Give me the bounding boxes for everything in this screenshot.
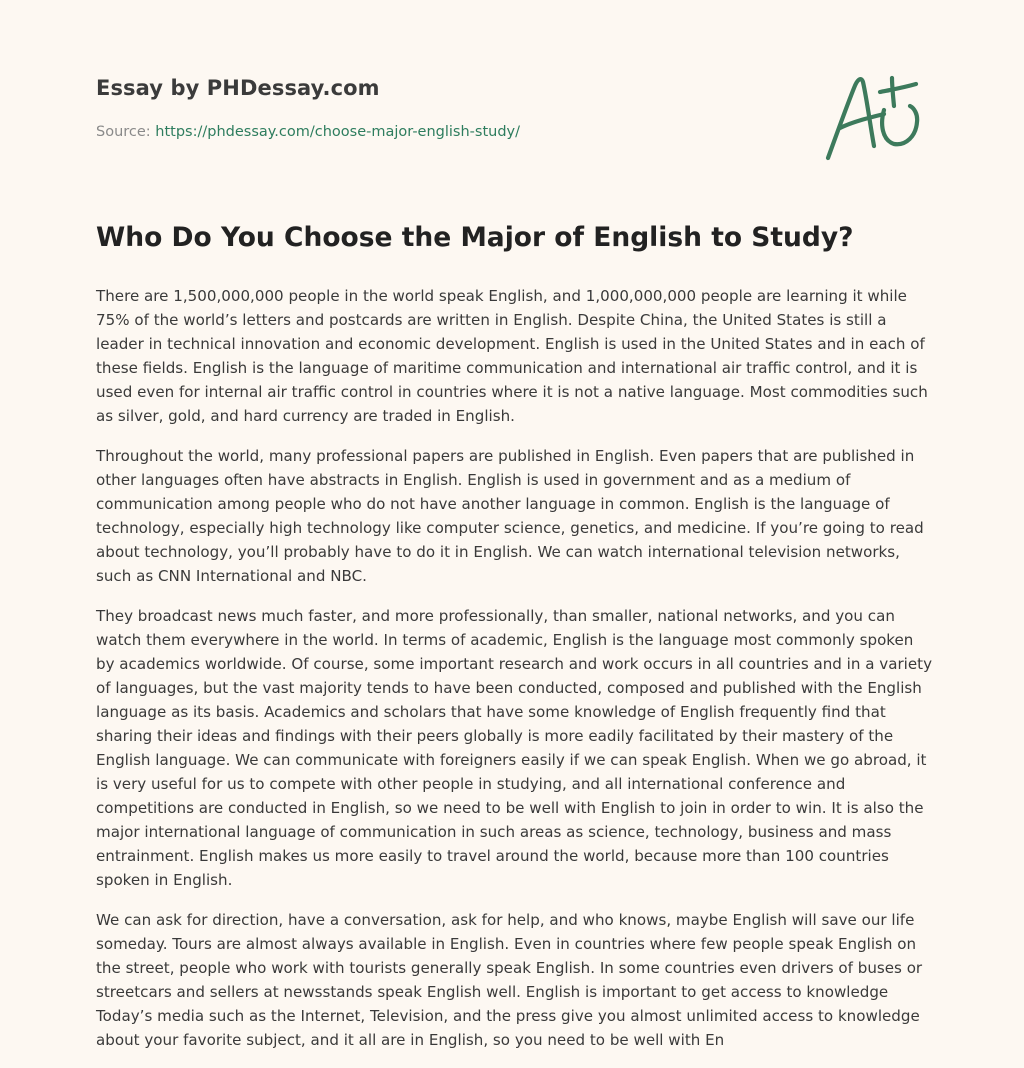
essay-title: Who Do You Choose the Major of English to Study? [96,222,854,253]
essay-paragraph: We can ask for direction, have a conversation, ask for help, and who knows, maybe English will save our life someday. Tours are almost always available in English. Even in countries where few people speak English on the street, people who work with tourists generally speak English. In some countries even drivers of buses or streetcars and sellers at newsstands speak English well. English is important to get access to knowledge Today’s media such as the Internet, Television, and the press give you almost unlimited access to knowledge about your favorite subject, and it all are in English, so you need to be well with En [96,911,923,1049]
essay-paragraph: They broadcast news much faster, and more professionally, than smaller, national networks, and you can watch them everywhere in the world. In terms of academic, English is the language most commonly spoken by academics worldwide. Of course, some important research and work occurs in all countries and in a variety of languages, but the vast majority tends to have been conducted, composed and published with the English language as its basis. Academics and scholars that have some knowledge of English frequently find that sharing their ideas and findings with their peers globally is more eadily facilitated by their mastery of the English language. We can communicate with foreigners easily if we can speak English. When we go abroad, it is very useful for us to compete with other people in studying, and all international conference and competitions are conducted in English, so we need to be well with English to join in order to win. It is also the major international language of communication in such areas as science, technology, business and mass entrainment. English makes us more easily to travel around the world, because more than 100 countries spoken in English. [96,607,933,889]
source-line [96,124,520,140]
essay-paragraph: Throughout the world, many professional papers are published in English. Even papers that are published in other languages often have abstracts in English. English is used in government and as a medium of communication among people who do not have another language in common. English is the language of technology, especially high technology like computer science, genetics, and medicine. If you’re going to read about technology, you’ll probably have to do it in English. We can watch international television networks, such as CNN International and NBC. [96,447,924,585]
source-link[interactable]: https://phdessay.com/choose-major-english-study/ [155,124,520,140]
essay-paragraph: There are 1,500,000,000 people in the world speak English, and 1,000,000,000 people are learning it while 75% of the world’s letters and postcards are written in English. Despite China, the United States is still a leader in technical innovation and economic development. English is used in the United States and in each of these fields. English is the language of maritime communication and international air traffic control, and it is used even for internal air traffic control in countries where it is not a native language. Most commodities such as silver, gold, and hard currency are traded in English. [96,287,928,425]
site-brand: Essay by PHDessay.com [96,76,380,100]
a-plus-grade-icon [820,66,930,166]
essay-body [96,284,936,1068]
source-label: Source: [96,124,156,140]
